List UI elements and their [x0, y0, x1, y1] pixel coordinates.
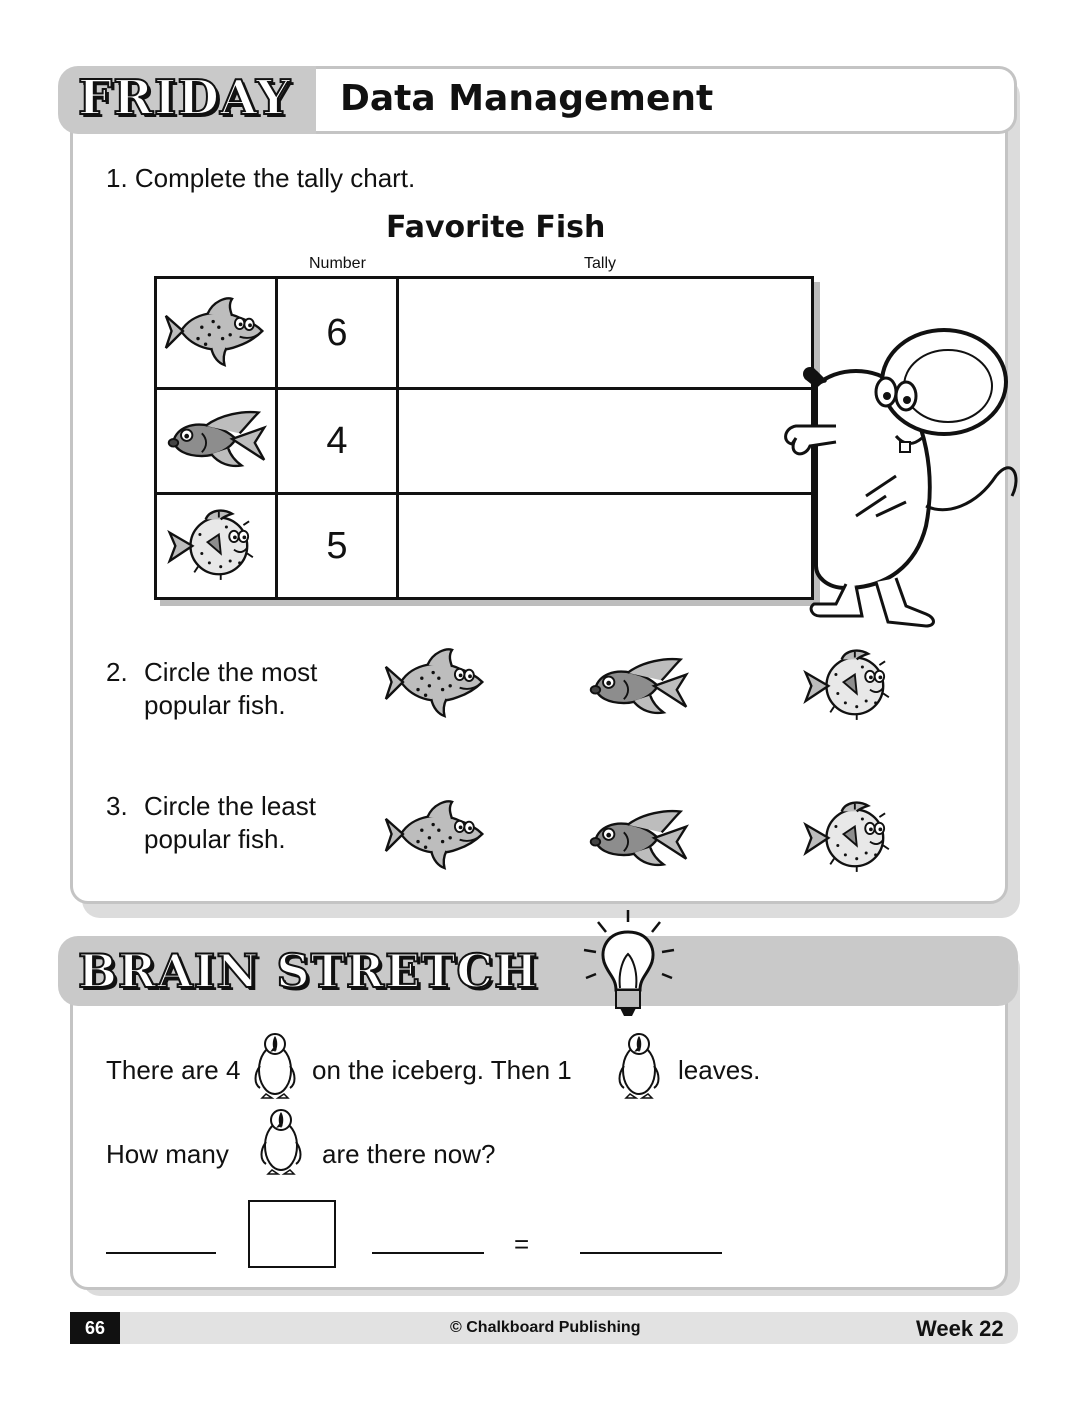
penguin-icon	[250, 1030, 300, 1100]
column-header-number: Number	[309, 255, 366, 272]
angelfish-icon	[164, 401, 268, 477]
story-text-part2: on the iceberg. Then 1	[312, 1055, 572, 1085]
brain-stretch-label: BRAIN STRETCH	[78, 944, 539, 998]
number-cell: 5	[277, 494, 398, 599]
fish-cell	[156, 278, 277, 389]
story-text-part1: There are 4	[106, 1055, 241, 1085]
question-3-line1: Circle the least	[144, 791, 316, 821]
pufferfish-icon	[164, 506, 268, 582]
spotted-fish-icon[interactable]	[384, 644, 488, 720]
story-text-part3: leaves.	[678, 1055, 761, 1085]
lightbulb-icon	[578, 908, 688, 1024]
fish-cell	[156, 494, 277, 599]
spotted-fish-icon	[164, 293, 268, 369]
chart-title: Favorite Fish	[386, 210, 606, 245]
week-label: Week 22	[916, 1316, 1004, 1341]
column-header-tally: Tally	[584, 255, 617, 272]
question-text-part2: are there now?	[322, 1139, 496, 1169]
pufferfish-icon[interactable]	[800, 646, 904, 722]
question-2-number: 2.	[106, 657, 128, 687]
question-2-line2: popular fish.	[144, 690, 286, 720]
pufferfish-icon[interactable]	[800, 798, 904, 874]
answer-blank-1[interactable]	[106, 1252, 216, 1254]
answer-blank-result[interactable]	[580, 1252, 722, 1254]
tally-cell[interactable]	[398, 278, 813, 389]
penguin-icon	[614, 1030, 664, 1100]
page-heading: Data Management	[340, 78, 714, 119]
tally-row	[156, 278, 813, 389]
spotted-fish-icon[interactable]	[384, 796, 488, 872]
friday-tab-label: FRIDAY	[78, 70, 292, 126]
angelfish-icon[interactable]	[586, 800, 690, 876]
tally-chart	[154, 276, 814, 600]
number-cell: 4	[277, 389, 398, 494]
operator-box[interactable]	[248, 1200, 336, 1268]
question-3-line2: popular fish.	[144, 824, 286, 854]
page-number: 66	[70, 1312, 120, 1344]
question-2-line1: Circle the most	[144, 657, 318, 687]
tally-cell[interactable]	[398, 389, 813, 494]
question-text-part1: How many	[106, 1139, 229, 1169]
tally-row	[156, 389, 813, 494]
question-3-number: 3.	[106, 791, 128, 821]
tally-cell[interactable]	[398, 494, 813, 599]
answer-blank-2[interactable]	[372, 1252, 484, 1254]
question-1-text: 1. Complete the tally chart.	[106, 163, 416, 193]
equals-sign: =	[514, 1229, 530, 1259]
copyright-text: © Chalkboard Publishing	[450, 1319, 641, 1336]
penguin-icon	[256, 1106, 306, 1176]
number-cell: 6	[277, 278, 398, 389]
angelfish-icon[interactable]	[586, 648, 690, 724]
mouse-mascot-illustration	[776, 326, 1026, 632]
tally-row	[156, 494, 813, 599]
fish-cell	[156, 389, 277, 494]
